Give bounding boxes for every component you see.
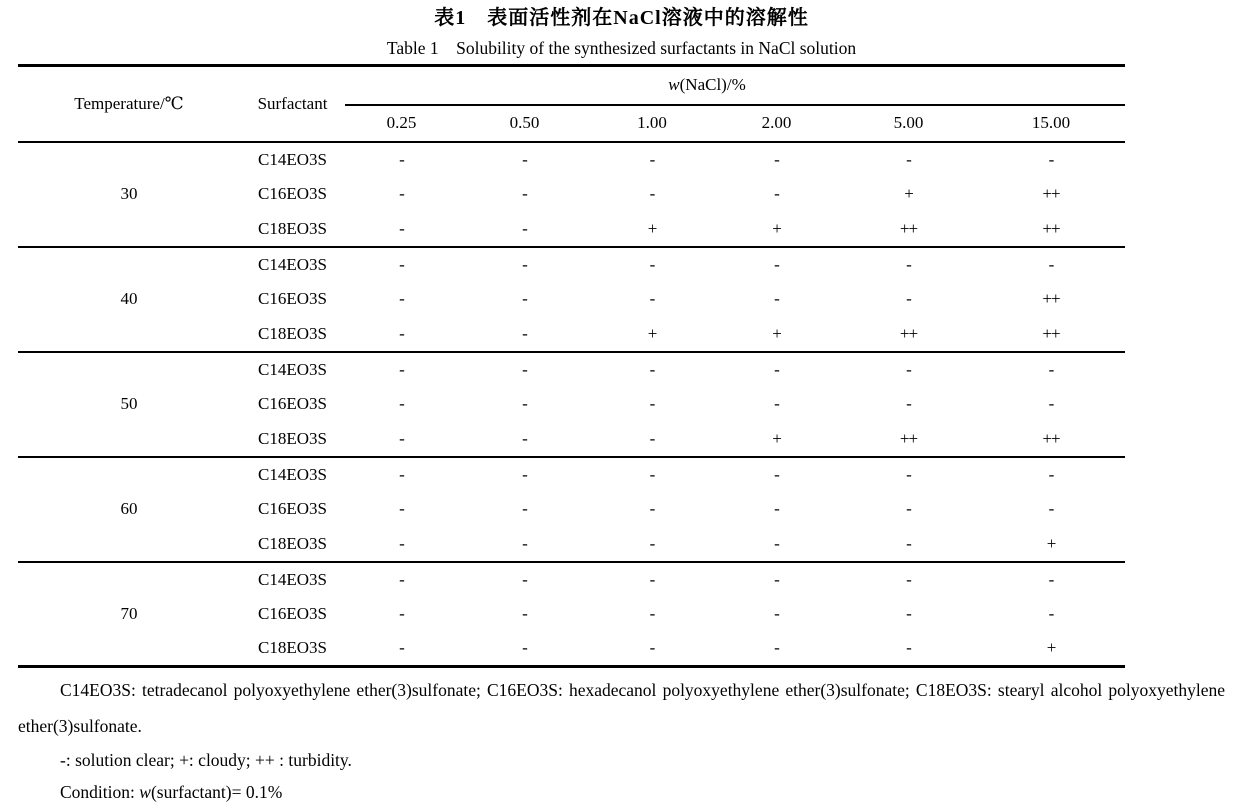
solubility-value-cell: - [399, 428, 404, 448]
table-row [18, 142, 1125, 177]
solubility-value-cell: - [774, 499, 779, 518]
column-header-nacl-mass-fraction [345, 66, 1125, 105]
solubility-value-cell: - [649, 499, 655, 518]
solubility-value-cell: - [522, 218, 527, 238]
solubility-value-cell: - [649, 638, 655, 658]
solubility-value-cell: - [399, 394, 404, 413]
temperature-cell: 40 [18, 247, 240, 352]
solubility-value-cell: - [522, 604, 527, 623]
solubility-value-cell: - [713, 247, 840, 282]
solubility-value-cell: - [906, 533, 911, 553]
solubility-value-cell: - [977, 457, 1125, 492]
solubility-value-cell: - [906, 638, 911, 658]
footnote-surfactant-definitions: C14EO3S: tetradecanol polyoxyethylene ether(3)sulfonate; C16EO3S: hexadecanol polyoxyethylene ether(3)sulfonate; C18EO3S: stearyl alcohol polyoxyethylene ether(3)sulfonate. [18, 680, 1225, 736]
column-header-concentration: 0.50 [458, 105, 591, 142]
solubility-value-cell: - [649, 184, 655, 203]
column-header-temperature: Temperature/℃ [18, 66, 240, 142]
solubility-value-cell: + [772, 428, 781, 448]
temperature-cell: 70 [18, 562, 240, 667]
solubility-value-cell: - [399, 218, 404, 238]
solubility-value-cell: - [1048, 604, 1054, 623]
condition-symbol: w [139, 782, 151, 802]
solubility-value-cell: - [649, 533, 655, 553]
solubility-value-cell: - [774, 394, 779, 413]
surfactant-cell: C16EO3S [258, 184, 327, 203]
surfactant-cell: C16EO3S [258, 604, 327, 623]
surfactant-cell: C16EO3S [258, 394, 327, 413]
column-header-concentration: 2.00 [713, 105, 840, 142]
solubility-value-cell: - [522, 289, 527, 308]
solubility-value-cell: - [399, 323, 404, 343]
solubility-value-cell: - [774, 184, 779, 203]
solubility-value-cell: - [906, 604, 911, 623]
solubility-value-cell: - [345, 247, 458, 282]
solubility-value-cell: - [458, 562, 591, 597]
solubility-value-cell: - [774, 533, 779, 553]
surfactant-cell: C14EO3S [240, 457, 345, 492]
solubility-value-cell: - [840, 457, 977, 492]
solubility-value-cell: + [772, 218, 781, 238]
temperature-cell: 60 [18, 457, 240, 562]
solubility-value-cell: - [906, 289, 911, 308]
solubility-value-cell: - [345, 457, 458, 492]
table-row [18, 457, 1125, 492]
nacl-header-symbol: w [668, 75, 680, 95]
solubility-value-cell: - [977, 352, 1125, 387]
table-row [18, 352, 1125, 387]
solubility-value-cell: ++ [1042, 323, 1060, 343]
solubility-value-cell: ++ [1042, 218, 1060, 238]
surfactant-cell: C18EO3S [258, 323, 327, 343]
solubility-value-cell: ++ [899, 218, 918, 238]
solubility-value-cell: - [977, 247, 1125, 282]
solubility-value-cell: - [1048, 149, 1054, 169]
solubility-value-cell: - [591, 562, 713, 597]
surfactant-cell: C14EO3S [240, 562, 345, 597]
solubility-value-cell: + [647, 218, 657, 238]
surfactant-cell: C14EO3S [240, 247, 345, 282]
solubility-value-cell: - [458, 457, 591, 492]
solubility-value-cell: - [522, 638, 527, 658]
solubility-value-cell: - [774, 638, 779, 658]
solubility-value-cell: - [774, 604, 779, 623]
surfactant-cell: C16EO3S [258, 499, 327, 518]
solubility-value-cell: - [399, 499, 404, 518]
temperature-cell: 50 [18, 352, 240, 457]
header-row-span [18, 66, 1125, 105]
solubility-value-cell: + [1046, 638, 1056, 658]
column-header-concentration: 5.00 [840, 105, 977, 142]
footnote-symbol-legend: -: solution clear; +: cloudy; ++ : turbidity. [60, 750, 352, 770]
solubility-value-cell: - [649, 149, 655, 169]
table-row [18, 562, 1125, 597]
solubility-value-cell: - [713, 562, 840, 597]
solubility-value-cell: - [840, 247, 977, 282]
solubility-value-cell: - [591, 457, 713, 492]
solubility-value-cell: - [774, 149, 779, 169]
solubility-value-cell: - [591, 247, 713, 282]
condition-prefix: Condition: [60, 782, 140, 802]
solubility-value-cell: - [649, 604, 655, 623]
column-header-concentration: 15.00 [977, 105, 1125, 142]
surfactant-cell: C18EO3S [258, 638, 327, 658]
solubility-value-cell: ++ [899, 323, 918, 343]
solubility-table [18, 64, 1125, 668]
surfactant-cell: C18EO3S [258, 218, 327, 238]
solubility-value-cell: - [399, 289, 404, 308]
solubility-value-cell: - [906, 149, 911, 169]
table-footnotes [18, 672, 1225, 808]
solubility-value-cell: - [649, 428, 655, 448]
column-header-concentration: 1.00 [591, 105, 713, 142]
solubility-value-cell: - [522, 184, 527, 203]
column-header-concentration: 0.25 [345, 105, 458, 142]
solubility-value-cell: - [713, 352, 840, 387]
table-title-english: Table 1 Solubility of the synthesized surfactants in NaCl solution [386, 38, 857, 58]
solubility-value-cell: - [977, 562, 1125, 597]
table-row [18, 247, 1125, 282]
solubility-value-cell: - [458, 352, 591, 387]
solubility-value-cell: - [591, 352, 713, 387]
solubility-value-cell: - [774, 289, 779, 308]
solubility-value-cell: - [399, 184, 404, 203]
solubility-value-cell: + [647, 323, 657, 343]
solubility-value-cell: - [649, 394, 655, 413]
solubility-value-cell: - [399, 638, 404, 658]
nacl-header-rest: (NaCl)/% [679, 75, 746, 95]
solubility-value-cell: - [840, 562, 977, 597]
footnote-condition [18, 776, 1225, 808]
surfactant-cell: C18EO3S [258, 533, 327, 553]
solubility-value-cell: - [522, 533, 527, 553]
surfactant-cell: C14EO3S [258, 149, 327, 169]
solubility-value-cell: - [399, 533, 404, 553]
solubility-value-cell: - [522, 394, 527, 413]
temperature-cell: 30 [120, 184, 138, 203]
solubility-value-cell: - [649, 289, 655, 308]
solubility-value-cell: - [906, 394, 911, 413]
solubility-value-cell: - [713, 457, 840, 492]
solubility-value-cell: - [1048, 499, 1054, 518]
solubility-value-cell: - [458, 247, 591, 282]
solubility-value-cell: - [399, 149, 404, 169]
solubility-value-cell: ++ [1042, 184, 1060, 203]
solubility-value-cell: - [522, 428, 527, 448]
solubility-value-cell: ++ [1042, 289, 1060, 308]
solubility-value-cell: - [345, 352, 458, 387]
solubility-value-cell: ++ [1042, 428, 1060, 448]
solubility-value-cell: - [399, 604, 404, 623]
solubility-value-cell: - [522, 499, 527, 518]
solubility-value-cell: - [906, 499, 911, 518]
solubility-value-cell: + [904, 184, 913, 203]
solubility-value-cell: + [1046, 533, 1056, 553]
solubility-value-cell: - [1048, 394, 1054, 413]
surfactant-cell: C18EO3S [258, 428, 327, 448]
surfactant-cell: C14EO3S [240, 352, 345, 387]
solubility-value-cell: - [522, 323, 527, 343]
solubility-value-cell: - [345, 562, 458, 597]
solubility-value-cell: - [840, 352, 977, 387]
solubility-value-cell: ++ [899, 428, 918, 448]
column-header-surfactant: Surfactant [240, 66, 345, 142]
condition-rest: (surfactant)= 0.1% [150, 782, 283, 802]
surfactant-cell: C16EO3S [258, 289, 327, 308]
table-title-chinese: 表1 表面活性剂在NaCl溶液中的溶解性 [434, 7, 809, 29]
solubility-value-cell: - [522, 149, 527, 169]
solubility-value-cell: + [772, 323, 781, 343]
